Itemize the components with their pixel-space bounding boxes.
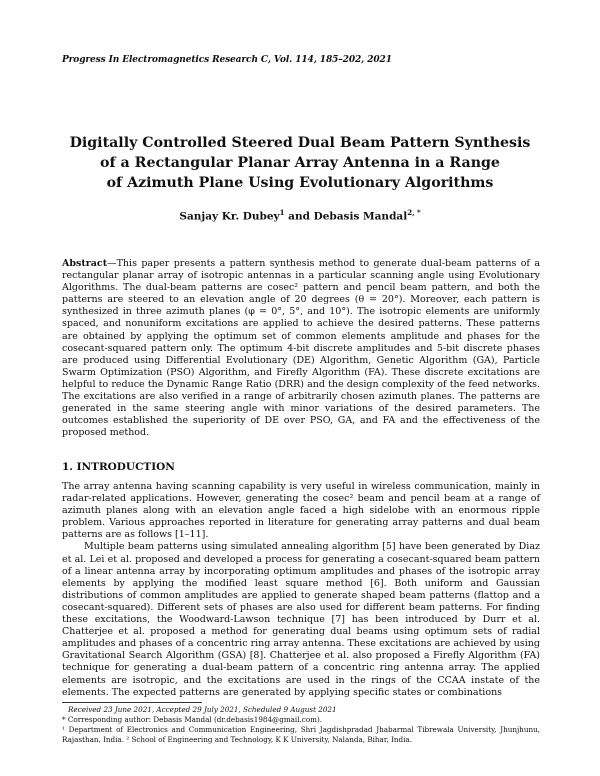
intro-paragraph-1: The array antenna having scanning capability is very useful in wireless communication, mainly in radar-related applications. However, generating the cosec² beam and pencil beam at a range of azimuth planes along with an elevation angle faced a high sidelobe with an enormous ripple problem. Various approaches reported in literature for generating array patterns and dual beam patterns are as follows [1–11]. xyxy=(62,481,540,541)
received-dates: Received 23 June 2021, Accepted 29 July 2021, Scheduled 9 August 2021 xyxy=(68,705,337,714)
title-line-3: of Azimuth Plane Using Evolutionary Algorithms xyxy=(106,175,494,191)
paper-title xyxy=(60,133,540,193)
author-2-name: Debasis Mandal xyxy=(313,210,408,223)
affiliations: ¹ Department of Electronics and Communication Engineering, Shri Jagdishpradad Jhabarmal Tibrewala University, Jhunjhunu, Rajasthan, India. ² School of Engineering and Technology, K K University, Nalanda, Bihar, India. xyxy=(62,725,540,744)
abstract xyxy=(62,258,540,439)
intro-paragraph-2: Multiple beam patterns using simulated annealing algorithm [5] have been generated by Diaz et al. Lei et al. proposed and developed a process for generating a cosecant-squared beam pattern of a linear antenna array by incorporating optimum amplitudes and phases of the isotropic array elements by applying the modified least square method [6]. Both uniform and Gaussian distributions of common amplitudes are applied to generate shaped beam patterns (flattop and a cosecant-squared). Different sets of phases are also used for different beam patterns. For finding these excitations, the Woodward-Lawson technique [7] has been introduced by Durr et al. Chatterjee et al. proposed a method for generating dual beams using optimum sets of radial amplitudes and phases of a concentric ring array antenna. These excitations are achieved by using Gravitational Search Algorithm (GSA) [8]. Chatterjee et al. also proposed a Firefly Algorithm (FA) technique for generating a dual-beam pattern of a concentric ring antenna array. The applied elements are isotropic, and the excitations are used in the rings of the CCAA instate of the elements. The expected patterns are generated by applying specific states or combinations xyxy=(62,541,540,698)
abstract-text: —This paper presents a pattern synthesis method to generate dual-beam patterns of a rectangular planar array of isotropic antennas in a particular scanning angle using Evolutionary Algorithms. The dual-beam patterns are cosec² pattern and pencil beam pattern, and both the patterns are steered to an elevation angle of 20 degrees (θ = 20°). Moreover, each pattern is synthesized in three azimuth planes (φ = 0°, 5°, and 10°). The isotropic elements are uniformly spaced, and nonuniform excitations are applied to achieve the desired patterns. These patterns are obtained by applying the optimum set of common elements amplitude and phases for the cosecant-squared pattern only. The optimum 4-bit discrete amplitudes and 5-bit discrete phases are produced using Differential Evolutionary (DE) Algorithm, Genetic Algorithm (GA), Particle Swarm Optimization (PSO) Algorithm, and Firefly Algorithm (FA). These discrete excitations are helpful to reduce the Dynamic Range Ratio (DRR) and the design complexity of the feed networks. The excitations are also verified in a range of arbitrarily chosen azimuth planes. The patterns are generated in the same steering angle with minor variations of the desired parameters. The outcomes established the superiority of DE over PSO, GA, and FA and the effectiveness of the proposed method. xyxy=(62,258,540,439)
footnotes xyxy=(62,705,540,745)
footnote-divider xyxy=(62,702,202,703)
corresponding-author: * Corresponding author: Debasis Mandal (dr.debasis1984@gmail.com). xyxy=(62,715,323,724)
author-1-affiliation: 1 xyxy=(279,208,285,217)
section-heading-introduction: 1. INTRODUCTION xyxy=(62,461,175,473)
journal-citation: Progress In Electromagnetics Research C, Vol. 114, 185–202, 2021 xyxy=(62,55,392,65)
title-line-2: of a Rectangular Planar Array Antenna in a Range xyxy=(100,155,500,171)
title-line-1: Digitally Controlled Steered Dual Beam Pattern Synthesis xyxy=(69,135,531,151)
abstract-label: Abstract xyxy=(62,258,108,269)
author-list xyxy=(60,208,540,223)
author-2-affiliation: 2, * xyxy=(407,208,421,217)
author-conjunction: and xyxy=(288,210,310,223)
author-1-name: Sanjay Kr. Dubey xyxy=(179,210,280,223)
introduction-body xyxy=(62,481,540,699)
